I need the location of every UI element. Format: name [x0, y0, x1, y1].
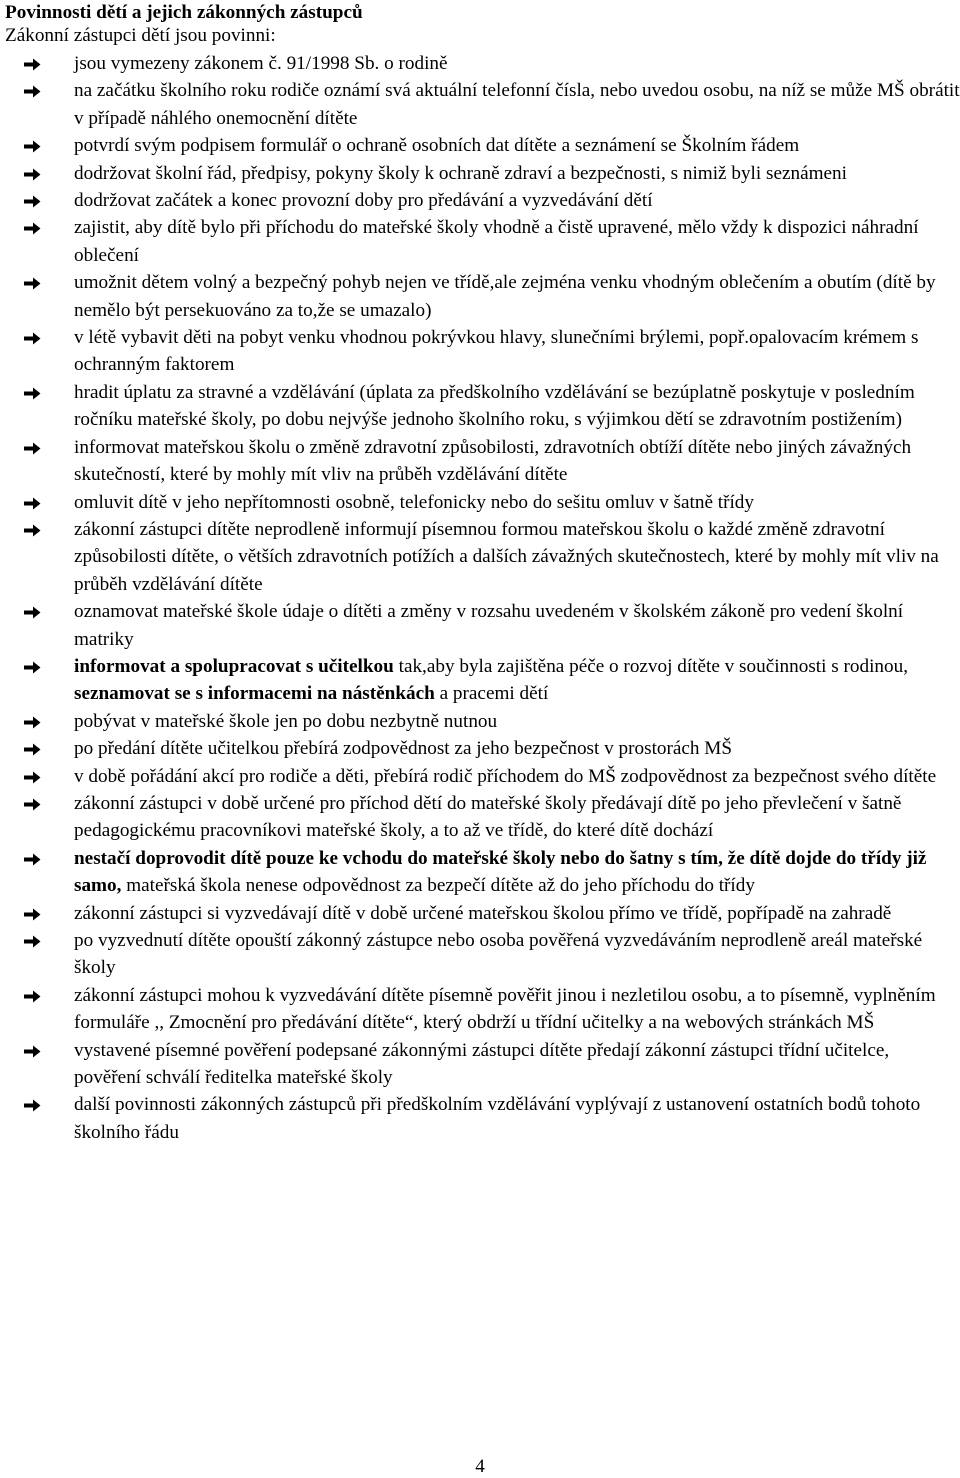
arrow-right-icon	[24, 332, 41, 345]
list-item-text: tak,aby byla zajištěna péče o rozvoj dítěte v součinnosti s rodinou,	[393, 655, 909, 677]
list-item-text: zákonní zástupci dítěte neprodleně informují písemnou formou mateřskou školu o každé změně zdravotní způsobilosti dítěte, o větších zdravotních potížích a dalších závažných skutečnostech, které by mohly mít vliv na průběh vzdělávání dítěte	[74, 518, 939, 595]
list-item	[5, 708, 960, 735]
list-item-text: po předání dítěte učitelkou přebírá zodpovědnost za jeho bezpečnost v prostorách MŠ	[74, 738, 733, 760]
list-item-text: omluvit dítě v jeho nepřítomnosti osobně, telefonicky nebo do sešitu omluv v šatně třídy	[74, 491, 754, 513]
list-item-text: jsou vymezeny zákonem č. 91/1998 Sb. o rodině	[74, 53, 448, 74]
list-item	[5, 845, 960, 900]
list-item-text: potvrdí svým podpisem formulář o ochraně osobních dat dítěte a seznámení se Školním řádem	[74, 135, 800, 157]
arrow-right-icon	[24, 195, 41, 208]
arrow-right-icon	[24, 140, 41, 153]
list-item-bold-text: seznamovat se s informacemi na nástěnkách	[74, 683, 435, 705]
page-number: 4	[475, 1456, 485, 1477]
arrow-right-icon	[24, 716, 41, 729]
arrow-right-icon	[24, 908, 41, 921]
list-item-bold-text: informovat a spolupracovat s učitelkou	[74, 655, 394, 677]
list-item-text: mateřská škola nenese odpovědnost za bezpečí dítěte až do jeho příchodu do třídy	[121, 875, 755, 897]
arrow-right-icon	[24, 1099, 41, 1112]
list-item-text: vystavené písemné pověření podepsané zákonnými zástupci dítěte předají zákonní zástupci třídní učitelce, pověření schválí ředitelka mateřské školy	[74, 1039, 890, 1089]
list-item-bold-text: nestačí doprovodit dítě pouze ke vchodu do mateřské školy nebo do šatny s tím, že dítě dojde do třídy již samo,	[74, 847, 927, 897]
arrow-right-icon	[24, 935, 41, 948]
list-item	[5, 516, 960, 598]
list-item-text: další povinnosti zákonných zástupců při předškolním vzdělávání vyplývají z ustanovení ostatních bodů tohoto školního řádu	[74, 1094, 921, 1143]
list-item	[5, 1091, 960, 1146]
arrow-right-icon	[24, 387, 41, 400]
arrow-right-icon	[24, 277, 41, 290]
arrow-right-icon	[24, 990, 41, 1003]
list-item	[5, 900, 960, 927]
list-item-text: hradit úplatu za stravné a vzdělávání (úplata za předškolního vzdělávání se bezúplatně poskytuje v posledním ročníku mateřské školy, po dobu nejvýše jednoho školního roku, s výjimkou dětí se zdravotním postižením)	[74, 381, 915, 431]
list-item	[5, 160, 960, 187]
arrow-right-icon	[24, 497, 41, 510]
list-item-text: oznamovat mateřské škole údaje o dítěti a změny v rozsahu uvedeném v školském zákoně pro vedení školní matriky	[74, 601, 904, 650]
arrow-right-icon	[24, 743, 41, 756]
list-item-text: umožnit dětem volný a bezpečný pohyb nejen ve třídě,ale zejména venku vhodným oblečením a obutím (dítě by nemělo být persekuováno za to,že se umazalo)	[74, 272, 936, 321]
arrow-right-icon	[24, 168, 41, 181]
list-item-text: informovat mateřskou školu o změně zdravotní způsobilosti, zdravotních obtíží dítěte nebo jiných závažných skutečností, které by mohly mít vliv na průběh vzdělávání dítěte	[74, 436, 912, 486]
arrow-right-icon	[24, 606, 41, 619]
list-item-text: v létě vybavit děti na pobyt venku vhodnou pokrývkou hlavy, slunečními brýlemi, popř.opalovacím krémem s ochranným faktorem	[74, 327, 919, 376]
list-item	[5, 269, 960, 324]
list-item	[5, 982, 960, 1037]
arrow-right-icon	[24, 58, 41, 71]
list-item-text: v době pořádání akcí pro rodiče a děti, přebírá rodič příchodem do MŠ zodpovědnost za bezpečnost svého dítěte	[74, 765, 937, 787]
list-item-text: a pracemi dětí	[434, 683, 549, 705]
list-item-text: dodržovat školní řád, předpisy, pokyny školy k ochraně zdraví a bezpečnosti, s nimiž byli seznámeni	[74, 162, 847, 184]
list-item	[5, 77, 960, 132]
list-item	[5, 1037, 960, 1092]
list-item	[5, 489, 960, 516]
list-item-text: pobývat v mateřské škole jen po dobu nezbytně nutnou	[74, 710, 498, 732]
list-item-text: zákonní zástupci si vyzvedávají dítě v době určené mateřskou školou přímo ve třídě, popřípadě na zahradě	[74, 902, 892, 924]
list-item	[5, 434, 960, 489]
arrow-right-icon	[24, 524, 41, 537]
list-item-text: na začátku školního roku rodiče oznámí svá aktuální telefonní čísla, nebo uvedou osobu, na níž se může MŠ obrátit v případě náhlého onemocnění dítěte	[74, 80, 960, 129]
arrow-right-icon	[24, 771, 41, 784]
list-item	[5, 324, 960, 379]
arrow-right-icon	[24, 442, 41, 455]
arrow-right-icon	[24, 853, 41, 866]
list-item	[5, 790, 960, 845]
list-item	[5, 379, 960, 434]
list-item	[5, 927, 960, 982]
arrow-right-icon	[24, 85, 41, 98]
arrow-right-icon	[24, 1045, 41, 1058]
list-item-text: dodržovat začátek a konec provozní doby pro předávání a vyzvedávání dětí	[74, 190, 653, 212]
list-item	[5, 763, 960, 790]
document-page	[5, 0, 960, 1146]
section-title: Povinnosti dětí a jejich zákonných zástupců	[5, 2, 363, 23]
list-item-text: zákonní zástupci mohou k vyzvedávání dítěte písemně pověřit jinou i nezletilou osobu, a to písemně, vyplněním formuláře ,, Zmocnění pro předávání dítěte“, který obdrží u třídní učitelky a na webových stránkách MŠ	[74, 984, 936, 1034]
list-item	[5, 132, 960, 159]
list-item	[5, 653, 960, 708]
list-item	[5, 598, 960, 653]
list-item	[5, 735, 960, 762]
intro-text: Zákonní zástupci dětí jsou povinni:	[5, 25, 276, 46]
obligations-list	[5, 50, 960, 1146]
list-item-text: zajistit, aby dítě bylo při příchodu do mateřské školy vhodně a čistě upravené, mělo vždy k dispozici náhradní oblečení	[74, 217, 919, 266]
list-item	[5, 50, 960, 77]
list-item	[5, 187, 960, 214]
arrow-right-icon	[24, 222, 41, 235]
list-item-text: zákonní zástupci v době určené pro příchod dětí do mateřské školy předávají dítě po jeho převlečení v šatně pedagogickému pracovníkovi mateřské školy, a to až ve třídě, do které dítě dochází	[74, 792, 902, 842]
list-item-text: po vyzvednutí dítěte opouští zákonný zástupce nebo osoba pověřená vyzvedáváním neprodleně areál mateřské školy	[74, 930, 923, 979]
list-item	[5, 214, 960, 269]
arrow-right-icon	[24, 798, 41, 811]
arrow-right-icon	[24, 661, 41, 674]
